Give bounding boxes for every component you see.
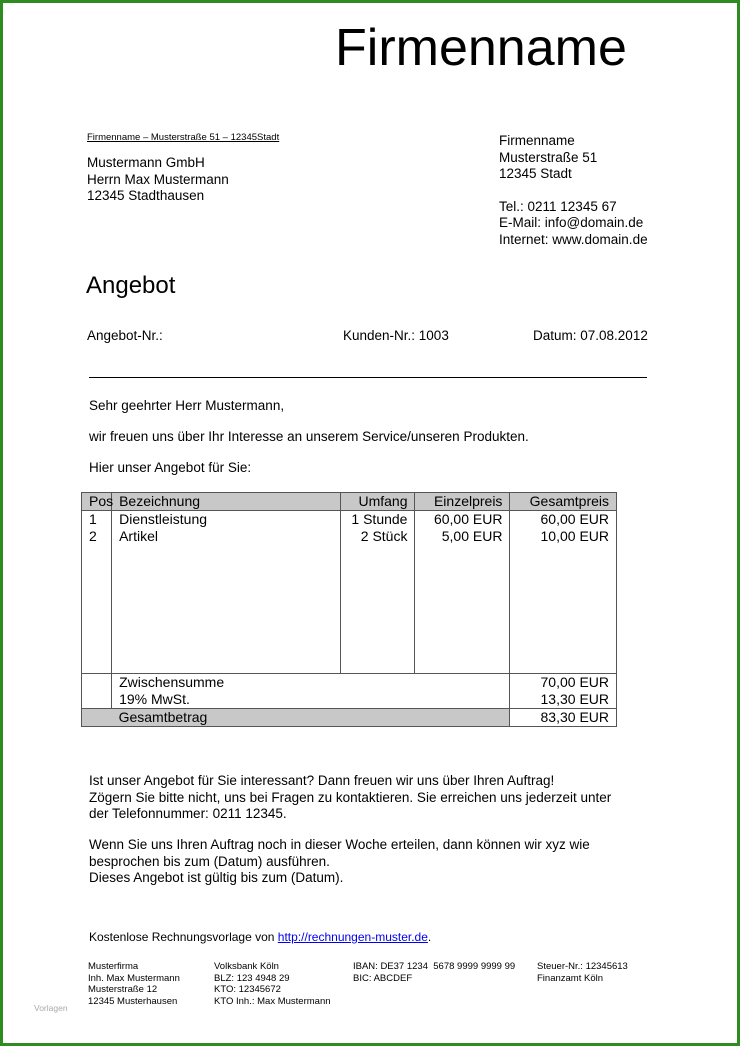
- template-link[interactable]: http://rechnungen-muster.de: [277, 930, 428, 944]
- footer-line: Steuer-Nr.: 12345613: [537, 961, 628, 972]
- sender-name: Firmenname: [499, 133, 575, 148]
- sender-contact-block: [499, 133, 648, 248]
- col-header-umfang: Umfang: [341, 493, 415, 511]
- closing-line: der Telefonnummer: 0211 12345.: [89, 806, 287, 821]
- closing-paragraph: [89, 773, 611, 823]
- cell-gesamtpreis: 60,00 EUR: [510, 511, 617, 529]
- footer-line: IBAN: DE37 1234 5678 9999 9999 99: [353, 961, 516, 972]
- vat-label: 19% MwSt.: [119, 690, 190, 707]
- closing-line: Ist unser Angebot für Sie interessant? Dann freuen wir uns über Ihren Auftrag!: [89, 773, 555, 788]
- sender-tel: Tel.: 0211 12345 67: [499, 198, 617, 214]
- footer-tax-column: [537, 961, 628, 984]
- table-row: [82, 511, 617, 529]
- footer-line: Volksbank Köln: [214, 961, 279, 972]
- closing-line: Zögern Sie bitte nicht, uns bei Fragen zu kontaktieren. Sie erreichen uns jederzeit unter: [89, 789, 612, 805]
- cell-umfang: 2 Stück: [341, 528, 415, 545]
- closing-line: Wenn Sie uns Ihren Auftrag noch in dieser Woche erteilen, dann können wir xyz wie: [89, 837, 590, 852]
- customer-number: Kunden-Nr.: 1003: [343, 328, 449, 343]
- cell-bezeichnung: Dienstleistung: [112, 511, 341, 529]
- intro-text-2: Hier unser Angebot für Sie:: [89, 460, 252, 475]
- watermark-text: Vorlagen: [34, 1003, 68, 1013]
- footer-line: Finanzamt Köln: [537, 972, 604, 984]
- subtotal-row: [82, 673, 617, 691]
- footer-iban-column: [353, 961, 515, 984]
- sender-address-line: Firmenname – Musterstraße 51 – 12345Stadt: [87, 132, 280, 143]
- cell-umfang: 1 Stunde: [341, 511, 415, 529]
- subtotal-label: Zwischensumme: [112, 673, 510, 691]
- intro-text: wir freuen uns über Ihr Interesse an unserem Service/unseren Produkten.: [89, 429, 529, 444]
- cell-pos: 1: [82, 511, 112, 529]
- cell-einzelpreis: 60,00 EUR: [415, 511, 510, 529]
- sender-internet: Internet: www.domain.de: [499, 231, 648, 247]
- footer-line: BIC: ABCDEF: [353, 972, 413, 984]
- closing-paragraph-2: [89, 837, 590, 887]
- total-value: 83,30 EUR: [510, 708, 617, 726]
- total-row: [82, 708, 617, 726]
- footer-line: 12345 Musterhausen: [88, 995, 178, 1007]
- template-credit-end: .: [427, 930, 432, 944]
- footer-line: Musterstraße 12: [88, 984, 158, 995]
- offer-date: Datum: 07.08.2012: [533, 328, 648, 343]
- footer-line: KTO: 12345672: [214, 984, 281, 995]
- offer-number: Angebot-Nr.:: [87, 328, 163, 343]
- col-header-pos: Pos: [82, 493, 112, 511]
- footer-bank-column: [214, 961, 331, 1007]
- cell-bezeichnung: Artikel: [112, 528, 341, 545]
- vat-row: [82, 691, 617, 709]
- salutation: Sehr geehrter Herr Mustermann,: [89, 398, 285, 413]
- cell-gesamtpreis: 10,00 EUR: [510, 528, 617, 545]
- footer-line: Inh. Max Mustermann: [88, 972, 180, 984]
- footer-company-column: [88, 961, 180, 1007]
- document-title: Angebot: [86, 272, 176, 299]
- table-row: [82, 528, 617, 545]
- sender-street: Musterstraße 51: [499, 149, 598, 165]
- closing-line: Dieses Angebot ist gültig bis zum (Datum).: [89, 870, 344, 885]
- table-empty-space: [82, 545, 617, 673]
- subtotal-value: 70,00 EUR: [510, 673, 617, 691]
- company-name-heading: Firmenname: [335, 19, 627, 77]
- col-header-einzelpreis: Einzelpreis: [415, 493, 510, 511]
- table-header-row: [82, 493, 617, 511]
- col-header-bezeichnung: Bezeichnung: [112, 493, 341, 511]
- sender-city: 12345 Stadt: [499, 166, 572, 181]
- recipient-line: Herrn Max Mustermann: [87, 171, 229, 187]
- recipient-address: [87, 155, 229, 205]
- footer-line: KTO Inh.: Max Mustermann: [214, 995, 331, 1007]
- template-credit-text: Kostenlose Rechnungsvorlage von: [89, 930, 278, 944]
- offer-table: [81, 492, 617, 727]
- col-header-gesamtpreis: Gesamtpreis: [510, 493, 617, 511]
- cell-pos: 2: [82, 528, 112, 545]
- footer-line: Musterfirma: [88, 961, 139, 972]
- sender-email: E-Mail: info@domain.de: [499, 215, 644, 230]
- closing-line: besprochen bis zum (Datum) ausführen.: [89, 853, 330, 869]
- template-credit: [89, 930, 431, 944]
- recipient-line: 12345 Stadthausen: [87, 188, 205, 203]
- total-label: Gesamtbetrag: [112, 708, 510, 726]
- footer-line: BLZ: 123 4948 29: [214, 972, 290, 984]
- cell-einzelpreis: 5,00 EUR: [415, 528, 510, 545]
- divider: [89, 377, 647, 378]
- recipient-line: Mustermann GmbH: [87, 155, 205, 170]
- vat-value: 13,30 EUR: [510, 691, 617, 709]
